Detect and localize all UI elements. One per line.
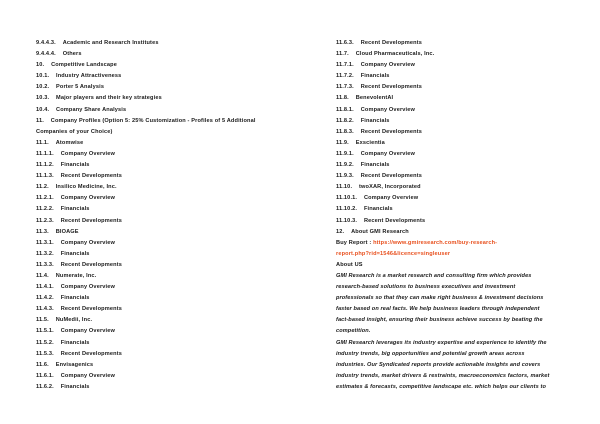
toc-entry <box>36 260 302 271</box>
toc-entry-title: Company Overview <box>60 150 116 157</box>
toc-entry <box>36 116 302 127</box>
toc-entry-number: 9.4.4.4. <box>36 51 56 58</box>
toc-entry <box>36 282 302 293</box>
toc-entry-title: Porter 5 Analysis <box>56 84 105 91</box>
toc-entry <box>336 193 576 204</box>
toc-entry-title: Company Overview <box>360 150 416 157</box>
about-us-text-line: research-based solutions to business executives and investment <box>336 284 516 291</box>
toc-entry-number: 11.10.1. <box>336 195 358 202</box>
toc-entry-title: Company Overview <box>360 106 416 113</box>
toc-entry-title: Financials <box>360 73 390 80</box>
toc-entry <box>336 127 576 138</box>
toc-entry-title: Numerate, Inc. <box>55 272 97 279</box>
buy-report-link[interactable]: https://www.gmiresearch.com/buy-research- <box>373 239 498 246</box>
toc-entry <box>336 182 576 193</box>
about-us-text-line: fact-based insight, ensuring their business achieve success by beating the <box>336 317 543 324</box>
toc-entry <box>36 138 302 149</box>
toc-entry <box>336 60 576 71</box>
toc-entry <box>336 216 576 227</box>
toc-entry-number: 11.7.2. <box>336 73 354 80</box>
toc-entry-number: 11.1. <box>36 139 49 146</box>
toc-entry <box>36 326 302 337</box>
toc-entry <box>336 138 576 149</box>
toc-entry-number: 11.4. <box>36 272 49 279</box>
toc-entry-number: 11.6. <box>36 361 49 368</box>
toc-entry <box>36 382 302 393</box>
toc-right-column <box>336 38 576 393</box>
toc-entry-title: Companies of your Choice) <box>36 128 113 135</box>
toc-entry-number: 11.10. <box>336 184 353 191</box>
toc-entry <box>36 216 302 227</box>
toc-entry-title: Recent Developments <box>60 217 122 224</box>
toc-entry-title: Others <box>62 51 82 58</box>
toc-entry-number: 11.1.2. <box>36 162 54 169</box>
toc-entry <box>36 271 302 282</box>
toc-entry-title: Financials <box>360 117 390 124</box>
toc-entry <box>36 93 302 104</box>
toc-entry-title: Company Share Analysis <box>56 106 127 113</box>
about-us-text-line: industry trends, big opportunities and potential growth areas across <box>336 350 525 357</box>
toc-entry <box>36 60 302 71</box>
toc-entry-number: 11.2. <box>36 184 49 191</box>
buy-report-label: Buy Report : <box>336 239 372 246</box>
toc-entry-number: 11.7. <box>336 51 349 58</box>
about-us-text-line: estimates & forecasts, competitive landscape etc. which helps our clients to <box>336 383 546 390</box>
toc-entry <box>36 149 302 160</box>
toc-entry-number: 11.5.3. <box>36 350 54 357</box>
toc-entry <box>36 105 302 116</box>
toc-entry <box>336 82 576 93</box>
toc-entry <box>36 371 302 382</box>
toc-entry-title: Financials <box>60 250 90 257</box>
about-us-heading: About US <box>336 261 363 268</box>
toc-entry-number: 11.7.3. <box>336 84 354 91</box>
toc-entry-title: Envisagenics <box>55 361 94 368</box>
toc-entry <box>336 204 576 215</box>
toc-entry <box>336 227 576 238</box>
toc-entry-title: Major players and their key strategies <box>56 95 162 102</box>
toc-entry-number: 11.6.2. <box>36 383 54 390</box>
toc-entry-title: Financials <box>60 295 90 302</box>
toc-entry <box>36 349 302 360</box>
toc-entry <box>336 149 576 160</box>
toc-entry-number: 11.4.1. <box>36 284 54 291</box>
toc-entry-number: 11.8.1. <box>336 106 354 113</box>
toc-entry <box>36 238 302 249</box>
toc-entry-title: Company Overview <box>60 284 116 291</box>
toc-entry-number: 11.9.1. <box>336 150 354 157</box>
about-us-text-line: industries. Our Syndicated reports provide actionable insights and covers <box>336 361 541 368</box>
toc-entry-number: 11.5. <box>36 317 49 324</box>
toc-entry-title: Competitive Landscape <box>51 62 118 69</box>
toc-entry <box>336 105 576 116</box>
about-us-text-line: professionals so that they can make right business & investment decisions <box>336 295 544 302</box>
toc-entry-title: About GMI Research <box>351 228 409 235</box>
toc-entry-number: 11.2.1. <box>36 195 54 202</box>
toc-entry <box>36 127 302 138</box>
toc-entry-number: 11. <box>36 117 44 124</box>
toc-entry-number: 11.8.3. <box>336 128 354 135</box>
toc-entry-number: 11.9. <box>336 139 349 146</box>
about-us-text-line: competition. <box>336 328 371 335</box>
toc-entry-number: 11.2.3. <box>36 217 54 224</box>
toc-entry-number: 9.4.4.3. <box>36 40 56 46</box>
toc-entry-title: Company Overview <box>360 62 416 69</box>
toc-entry-number: 11.9.2. <box>336 162 354 169</box>
toc-entry-title: Recent Developments <box>360 84 422 91</box>
toc-entry-title: Recent Developments <box>60 350 122 357</box>
toc-entry-number: 11.8.2. <box>336 117 354 124</box>
toc-entry-number: 11.9.3. <box>336 173 354 180</box>
toc-entry-number: 10. <box>36 62 45 69</box>
toc-entry-number: 11.3. <box>36 228 49 235</box>
toc-entry <box>336 171 576 182</box>
toc-entry-title: Recent Developments <box>360 40 422 46</box>
toc-entry <box>36 38 302 49</box>
toc-entry-title: Cloud Pharmaceuticals, Inc. <box>355 51 435 58</box>
toc-entry-number: 11.10.3. <box>336 217 358 224</box>
toc-entry-number: 11.1.3. <box>36 173 54 180</box>
toc-entry <box>36 293 302 304</box>
toc-entry-number: 11.3.3. <box>36 261 54 268</box>
toc-entry <box>36 49 302 60</box>
toc-entry <box>36 82 302 93</box>
toc-entry-number: 10.1. <box>36 73 50 80</box>
toc-entry-number: 11.8. <box>336 95 349 102</box>
toc-entry <box>336 93 576 104</box>
toc-entry-number: 10.2. <box>36 84 50 91</box>
toc-entry-number: 11.6.3. <box>336 40 354 46</box>
toc-entry-title: BIOAGE <box>55 228 79 235</box>
toc-entry <box>336 49 576 60</box>
toc-entry <box>36 249 302 260</box>
toc-entry <box>36 171 302 182</box>
toc-entry <box>36 338 302 349</box>
toc-entry-title: Financials <box>60 339 90 346</box>
toc-entry-title: Recent Developments <box>363 217 426 224</box>
toc-entry-title: Academic and Research Institutes <box>62 40 159 46</box>
toc-entry-number: 11.1.1. <box>36 150 54 157</box>
toc-entry <box>36 315 302 326</box>
toc-entry-title: Atomwise <box>55 139 84 146</box>
toc-entry-title: Financials <box>363 206 393 213</box>
toc-entry-title: Exscientia <box>355 139 385 146</box>
toc-entry <box>336 38 576 49</box>
toc-entry-title: Insilico Medicine, Inc. <box>55 184 117 191</box>
toc-entry-number: 11.2.2. <box>36 206 54 213</box>
toc-entry-title: twoXAR, Incorporated <box>358 184 421 191</box>
about-us-text-line: GMI Research leverages its industry expertise and experience to identify the <box>336 339 547 346</box>
toc-entry-title: Recent Developments <box>60 261 122 268</box>
about-us-text-line: industry trends, market drivers & restraints, macroeconomics factors, market <box>336 372 550 379</box>
toc-entry-title: Financials <box>60 206 90 213</box>
toc-entry-number: 12. <box>336 228 345 235</box>
toc-entry-title: Company Overview <box>363 195 419 202</box>
toc-entry <box>36 360 302 371</box>
toc-entry-number: 11.5.2. <box>36 339 54 346</box>
toc-entry-title: Recent Developments <box>60 306 122 313</box>
toc-entry <box>336 116 576 127</box>
toc-entry <box>36 71 302 82</box>
toc-entry-title: BenevolentAI <box>355 95 394 102</box>
about-us-text-line: GMI Research is a market research and consulting firm which provides <box>336 272 532 279</box>
toc-entry <box>36 193 302 204</box>
toc-entry-title: NuMedii, Inc. <box>55 317 93 324</box>
toc-entry-number: 11.5.1. <box>36 328 54 335</box>
toc-entry <box>336 160 576 171</box>
toc-entry <box>336 71 576 82</box>
toc-entry-number: 10.3. <box>36 95 50 102</box>
toc-entry-number: 11.3.1. <box>36 239 54 246</box>
toc-entry <box>36 227 302 238</box>
toc-entry-title: Recent Developments <box>360 128 422 135</box>
toc-entry-title: Recent Developments <box>60 173 122 180</box>
toc-entry-title: Industry Attractiveness <box>56 73 122 80</box>
toc-entry <box>36 160 302 171</box>
toc-entry-number: 11.6.1. <box>36 372 54 379</box>
toc-entry-title: Company Overview <box>60 328 116 335</box>
toc-entry-number: 11.10.2. <box>336 206 358 213</box>
toc-entry-title: Company Profiles (Option 5: 25% Customization - Profiles of 5 Additional <box>50 117 256 124</box>
toc-entry-number: 10.4. <box>36 106 50 113</box>
toc-entry-number: 11.7.1. <box>336 62 354 69</box>
toc-entry-title: Company Overview <box>60 239 116 246</box>
toc-entry <box>36 182 302 193</box>
buy-report-line <box>336 238 576 249</box>
buy-report-link-line2[interactable]: report.php?rid=1546&licence=singleuser <box>336 250 451 257</box>
toc-entry-title: Recent Developments <box>360 173 422 180</box>
toc-entry-title: Financials <box>360 162 390 169</box>
buy-report-link-cont[interactable] <box>336 249 576 260</box>
toc-left-column <box>36 38 302 393</box>
toc-entry-title: Financials <box>60 162 90 169</box>
toc-entry-title: Company Overview <box>60 372 116 379</box>
toc-entry-title: Financials <box>60 383 90 390</box>
about-us-text-line: faster based on real facts. We help business leaders through independent <box>336 306 540 313</box>
toc-entry <box>36 304 302 315</box>
toc-entry-number: 11.4.3. <box>36 306 54 313</box>
toc-entry-number: 11.3.2. <box>36 250 54 257</box>
toc-entry-number: 11.4.2. <box>36 295 54 302</box>
toc-entry <box>36 204 302 215</box>
toc-entry-title: Company Overview <box>60 195 116 202</box>
